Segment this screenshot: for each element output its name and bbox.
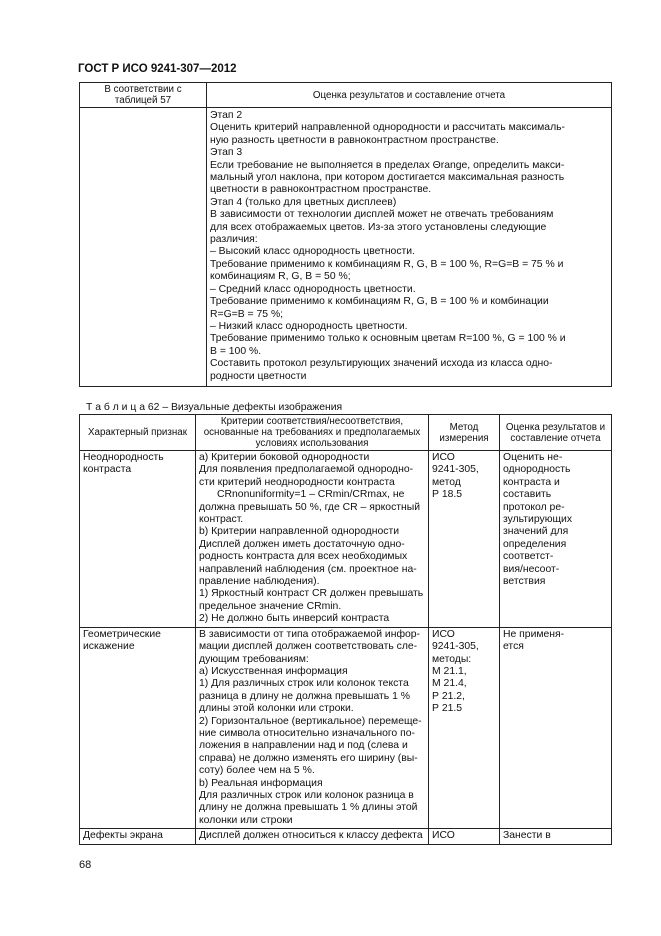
- t1-line: различия:: [210, 234, 258, 246]
- t1-body-cell: [207, 108, 612, 387]
- row-criteria: [196, 451, 429, 628]
- criteria-line: Дисплей должен относиться к классу дефекта: [199, 830, 423, 842]
- t1-line: комбинациям R, G, B = 50 %;: [210, 271, 351, 283]
- continuation-table: [79, 82, 612, 387]
- t2-header-evaluation: Оценка результатов и составление отчета: [500, 415, 612, 451]
- row-feature: Дефекты экрана: [80, 829, 196, 844]
- criteria-line: направлений наблюдения (см. проектное на-: [199, 563, 417, 575]
- criteria-line: а) Искусственная информация: [199, 665, 348, 677]
- criteria-line: 2) Горизонтальное (вертикальное) перемеще-: [199, 715, 422, 727]
- t1-line: Если требование не выполняется в пределах Θrange, определить макси-: [210, 159, 565, 171]
- method-line: 9241-305,: [432, 641, 479, 653]
- criteria-line: В зависимости от типа отображаемой инфор-: [199, 628, 421, 640]
- table-caption: Т а б л и ц а 62 – Визуальные дефекты изображения: [86, 402, 343, 413]
- method-line: М 21.4,: [432, 678, 467, 690]
- evaluation-line: вия/несоот-: [503, 563, 560, 575]
- evaluation-line: протокол ре-: [503, 501, 565, 513]
- evaluation-line: Оценить не-: [503, 452, 563, 463]
- criteria-line: колонки или строки: [199, 814, 293, 826]
- row-criteria: [196, 627, 429, 829]
- criteria-line: должна превышать 50 %, где CR – яркостный: [199, 501, 421, 513]
- table-row: [80, 451, 612, 628]
- criteria-line: разница в длину не должна превышать 1 %: [199, 690, 410, 702]
- evaluation-line: составить: [503, 489, 552, 501]
- row-method: [429, 829, 500, 844]
- t1-line: родности цветности: [210, 370, 307, 382]
- t1-line: Требование применимо к комбинациям R, G, B = 100 % и комбинации: [210, 296, 549, 308]
- criteria-line: контраст.: [199, 514, 244, 526]
- criteria-line: Дисплей должен иметь достаточную одно-: [199, 538, 405, 550]
- visual-defects-table: [79, 414, 612, 845]
- t1-line: Этап 3: [210, 147, 243, 159]
- method-line: ИСО: [432, 452, 455, 463]
- criteria-line: 1) Яркостный контраст CR должен превышать: [199, 588, 424, 600]
- t1-empty-cell: [80, 108, 207, 387]
- criteria-line: длины этой колонки или строки.: [199, 703, 354, 715]
- criteria-line: предельное значение CRmin.: [199, 600, 342, 612]
- criteria-line: Для появления предполагаемой однородно-: [199, 464, 414, 476]
- evaluation-line: зультирующих: [503, 514, 573, 526]
- t1-line: R=G=B = 75 %;: [210, 308, 284, 320]
- criteria-line: соту) более чем на 5 %.: [199, 765, 315, 777]
- row-evaluation: [500, 451, 612, 628]
- row-feature: Неоднородность контраста: [80, 451, 196, 628]
- row-method: [429, 451, 500, 628]
- evaluation-line: ется: [503, 641, 524, 653]
- criteria-line: ние символа относительно изначального по-: [199, 727, 415, 739]
- t1-header-col2: Оценка результатов и составление отчета: [207, 83, 612, 108]
- criteria-line: правление наблюдения).: [199, 576, 320, 588]
- evaluation-line: контраста и: [503, 476, 560, 488]
- t2-header-method: Метод измерения: [429, 415, 500, 451]
- criteria-line: а) Критерии боковой однородности: [199, 452, 370, 463]
- method-line: методы:: [432, 653, 472, 665]
- table-row: [80, 829, 612, 844]
- evaluation-line: определения: [503, 538, 567, 550]
- criteria-line: длину не должна превышать 1 % длины этой: [199, 802, 418, 814]
- criteria-line: сти критерий неоднородности контраста: [199, 476, 395, 488]
- criteria-line: 1) Для различных строк или колонок текста: [199, 678, 409, 690]
- t1-line: Оценить критерий направленной однородности и рассчитать максималь-: [210, 122, 566, 134]
- row-evaluation: [500, 627, 612, 829]
- criteria-line: CRnonuniformity=1 – CRmin/CRmax, не: [217, 489, 405, 501]
- criteria-line: дующим требованиям:: [199, 653, 309, 665]
- method-line: Р 18.5: [432, 489, 463, 501]
- row-feature: Геометрические искажение: [80, 627, 196, 829]
- document-header: ГОСТ Р ИСО 9241-307—2012: [78, 63, 237, 75]
- method-line: Р 21.2,: [432, 690, 465, 702]
- criteria-line: родность контраста для всех необходимых: [199, 551, 408, 563]
- t1-line: B = 100 %.: [210, 345, 262, 357]
- t1-line: цветности в равноконтрастном пространстве.: [210, 184, 432, 196]
- t1-line: Этап 2: [210, 110, 243, 121]
- criteria-line: ложения в направлении над и под (слева и: [199, 740, 408, 752]
- evaluation-line: Не применя-: [503, 628, 565, 640]
- t1-line: Этап 4 (только для цветных дисплеев): [210, 196, 397, 208]
- criteria-line: 2) Не должно быть инверсий контраста: [199, 613, 390, 625]
- t1-line: мальный угол наклона, при котором достигается максимальная разность: [210, 172, 565, 184]
- criteria-line: справа) не должно изменять его ширину (вы-: [199, 752, 418, 764]
- evaluation-line: ветствия: [503, 576, 546, 588]
- method-line: ИСО: [432, 628, 455, 640]
- evaluation-line: Занести в: [503, 830, 551, 842]
- method-line: ИСО: [432, 830, 455, 842]
- criteria-line: b) Реальная информация: [199, 777, 323, 789]
- t1-line: Требование применимо к комбинациям R, G, B = 100 %, R=G=B = 75 % и: [210, 258, 564, 270]
- page-number: 68: [79, 859, 92, 871]
- row-evaluation: [500, 829, 612, 844]
- method-line: метод: [432, 476, 461, 488]
- t1-line: – Высокий класс однородность цветности.: [210, 246, 415, 258]
- criteria-line: Для различных строк или колонок разница в: [199, 789, 414, 801]
- criteria-line: мации дисплей должен соответствовать сле-: [199, 641, 418, 653]
- method-line: 9241-305,: [432, 464, 479, 476]
- evaluation-line: значений для: [503, 526, 569, 538]
- row-criteria: [196, 829, 429, 844]
- method-line: М 21.1,: [432, 665, 467, 677]
- t1-header-col1: В соответствии с таблицей 57: [80, 83, 207, 108]
- t2-header-feature: Характерный признак: [80, 415, 196, 451]
- t1-line: Требование применимо только к основным цветам R=100 %, G = 100 % и: [210, 333, 566, 345]
- criteria-line: b) Критерии направленной однородности: [199, 526, 400, 538]
- row-method: [429, 627, 500, 829]
- table-row: [80, 627, 612, 829]
- t1-line: – Средний класс однородность цветности.: [210, 283, 416, 295]
- t1-line: ную разность цветности в равноконтрастном пространстве.: [210, 134, 499, 146]
- method-line: Р 21.5: [432, 703, 463, 715]
- t2-header-criteria: Критерии соответствия/несоответствия, основанные на требованиях и предполагаемых условиях использования: [196, 415, 429, 451]
- evaluation-line: соответст-: [503, 551, 554, 563]
- evaluation-line: однородность: [503, 464, 571, 476]
- t1-line: для всех отображаемых цветов. Из-за этого установлены следующие: [210, 221, 547, 233]
- t1-line: Составить протокол результирующих значений исхода из класса одно-: [210, 358, 553, 370]
- t1-line: В зависимости от технологии дисплей может не отвечать требованиям: [210, 209, 554, 221]
- t1-line: – Низкий класс однородность цветности.: [210, 320, 408, 332]
